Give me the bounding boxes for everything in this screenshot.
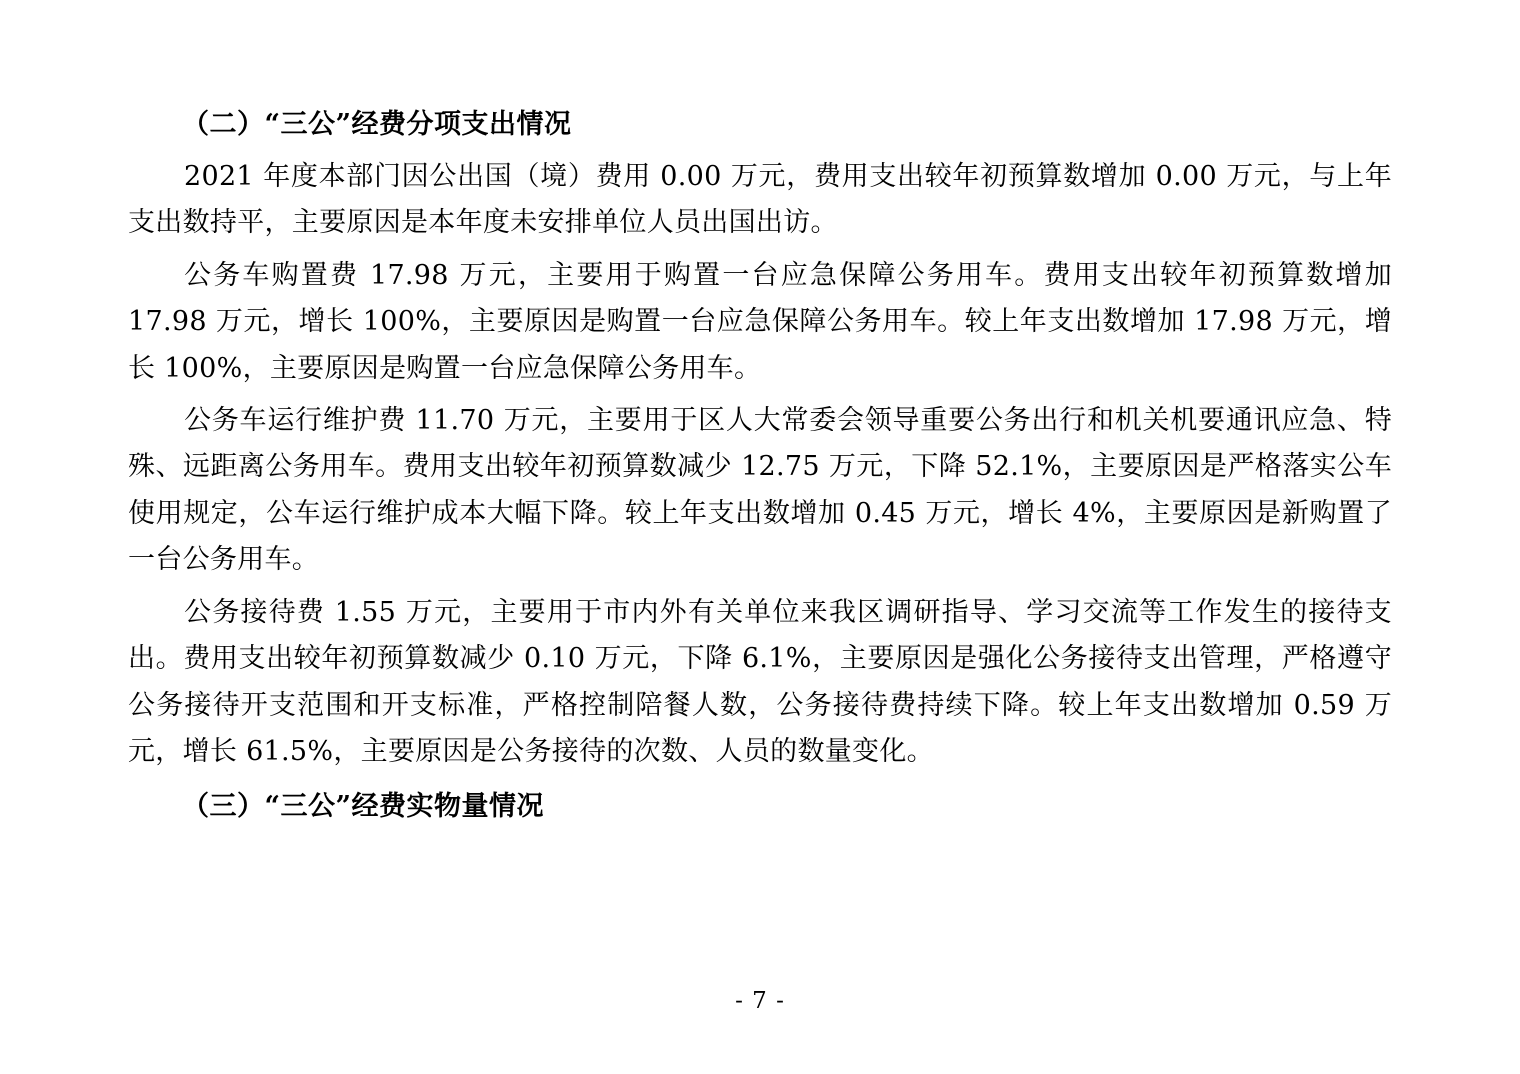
document-body	[128, 104, 1392, 827]
section-heading-3: （三）“三公”经费实物量情况	[182, 790, 545, 822]
section-heading-2: （二）“三公”经费分项支出情况	[182, 109, 572, 140]
paragraph-official-reception: 公务接待费 1.55 万元，主要用于市内外有关单位来我区调研指导、学习交流等工作发生的接待支出。费用支出较年初预算数减少 0.10 万元，下降 6.1%，主要原因是强化公务接待支出管理，严格遵守公务接待开支范围和开支标准，严格控制陪餐人数，公务接待费持续下降。较上年支出数增加 0.59 万元，增长 61.5%，主要原因是公务接待的次数、人员的数量变化。	[128, 596, 1392, 768]
page-number: - 7 -	[735, 988, 785, 1014]
paragraph-vehicle-purchase: 公务车购置费 17.98 万元，主要用于购置一台应急保障公务用车。费用支出较年初预算数增加 17.98 万元，增长 100%，主要原因是购置一台应急保障公务用车。较上年支出数增加 17.98 万元，增长 100%，主要原因是购置一台应急保障公务用车。	[128, 259, 1392, 384]
paragraph-abroad-expense: 2021 年度本部门因公出国（境）费用 0.00 万元，费用支出较年初预算数增加 0.00 万元，与上年支出数持平，主要原因是本年度未安排单位人员出国出访。	[128, 160, 1392, 239]
paragraph-vehicle-operation: 公务车运行维护费 11.70 万元，主要用于区人大常委会领导重要公务出行和机关机要通讯应急、特殊、远距离公务用车。费用支出较年初预算数减少 12.75 万元，下降 52.1%，主要原因是严格落实公车使用规定，公车运行维护成本大幅下降。较上年支出数增加 0.45 万元，增长 4%，主要原因是新购置了一台公务用车。	[128, 405, 1392, 576]
